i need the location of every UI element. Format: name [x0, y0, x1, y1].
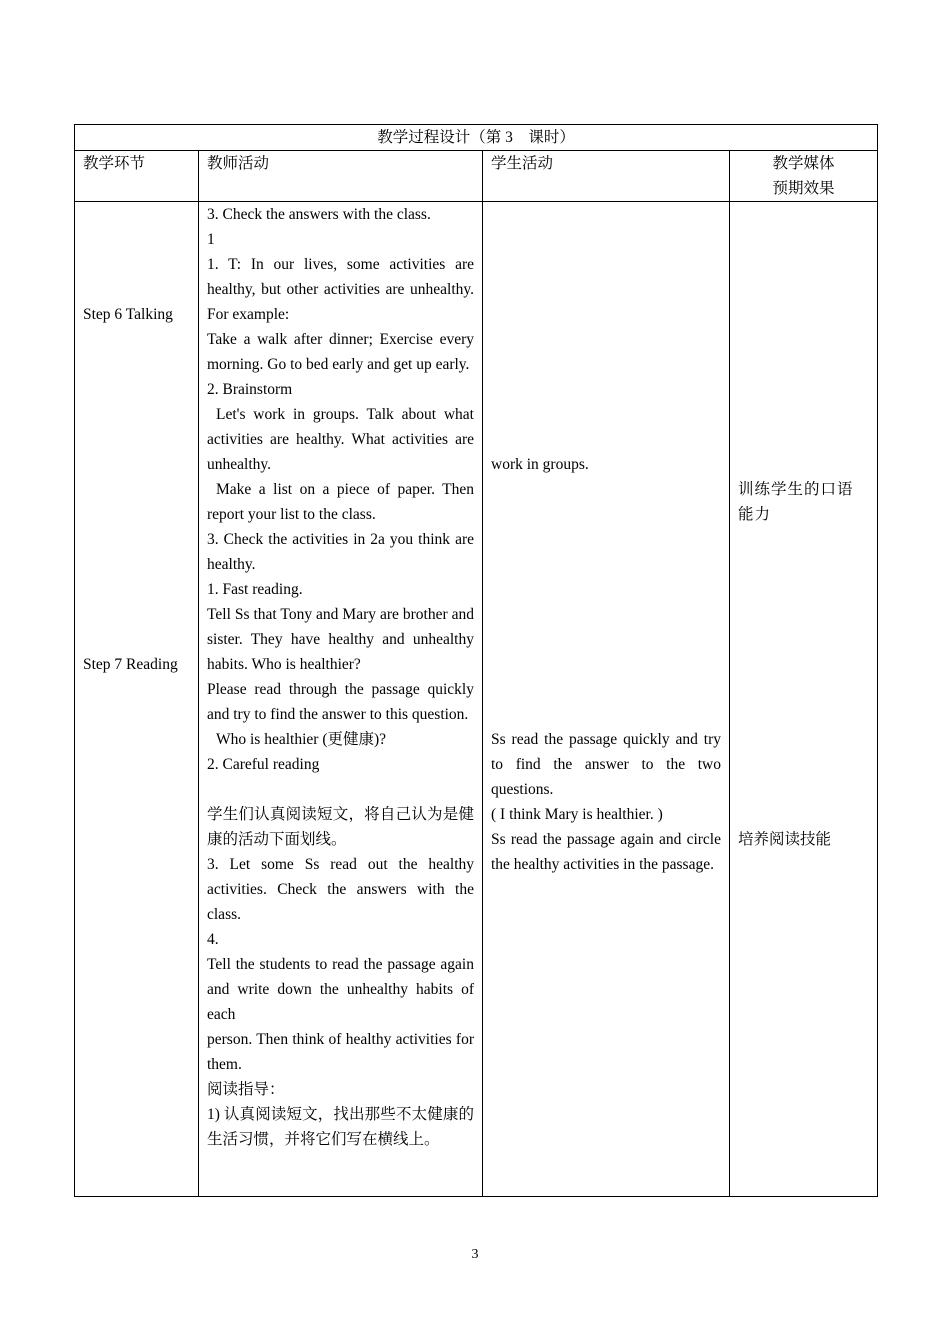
- teacher-activity-column: [199, 202, 483, 1197]
- teacher-text: 1) 认真阅读短文，找出那些不太健康的生活习惯，并将它们写在横线上。: [207, 1106, 474, 1148]
- header-stage: 教学环节: [75, 151, 199, 202]
- teacher-text: 3. Check the activities in 2a you think are healthy.: [207, 531, 474, 573]
- stage-reading: Step 7 Reading: [83, 656, 178, 673]
- teacher-text: Make a list on a piece of paper. Then report your list to the class.: [207, 481, 474, 523]
- header-media: 教学媒体: [772, 155, 835, 172]
- header-teacher-activity: 教师活动: [199, 151, 483, 202]
- student-text: Ss read the passage quickly and try to find the answer to the two questions.: [491, 731, 721, 798]
- stage-column: [75, 202, 199, 1197]
- teacher-text: person. Then think of healthy activities for them.: [207, 1031, 474, 1073]
- teacher-text: 3. Check the answers with the class.: [207, 206, 431, 223]
- teacher-text: Tell Ss that Tony and Mary are brother and sister. They have healthy and unhealthy habits. Who is healthier?: [207, 606, 474, 673]
- teacher-text: Tell the students to read the passage again and write down the unhealthy habits of each: [207, 956, 474, 1023]
- teacher-text: 1: [207, 231, 215, 248]
- header-media-effect: [730, 151, 878, 202]
- teacher-text: Take a walk after dinner; Exercise every morning. Go to bed early and get up early.: [207, 331, 474, 373]
- header-student-activity: 学生活动: [483, 151, 730, 202]
- header-effect: 预期效果: [772, 180, 835, 197]
- teacher-text: 2. Brainstorm: [207, 381, 293, 398]
- student-text: Ss read the passage again and circle the healthy activities in the passage.: [491, 831, 721, 873]
- teacher-text: Who is healthier (更健康)?: [216, 731, 387, 748]
- teacher-text: 2. Careful reading: [207, 756, 320, 773]
- table-title: 教学过程设计（第 3 课时）: [75, 125, 878, 151]
- teacher-text: 学生们认真阅读短文，将自己认为是健康的活动下面划线。: [207, 806, 474, 848]
- stage-talking: Step 6 Talking: [83, 306, 173, 323]
- teacher-text: 1. Fast reading.: [207, 581, 303, 598]
- lesson-plan-table: [74, 124, 878, 1197]
- teacher-text: 阅读指导：: [207, 1081, 285, 1098]
- teacher-text: Let's work in groups. Talk about what activities are healthy. What activities are unhealthy.: [207, 406, 474, 473]
- student-text: ( I think Mary is healthier. ): [491, 806, 663, 823]
- student-activity-column: [483, 202, 730, 1197]
- teacher-text: 1. T: In our lives, some activities are healthy, but other activities are unhealthy. For example:: [207, 256, 474, 323]
- teacher-text: 3. Let some Ss read out the healthy activities. Check the answers with the class.: [207, 856, 474, 923]
- student-text: work in groups.: [491, 456, 589, 473]
- teacher-text: 4.: [207, 931, 219, 948]
- effect-text: 培养阅读技能: [738, 831, 832, 848]
- expected-effect-column: [730, 202, 878, 1197]
- effect-text: 训练学生的口语能力: [738, 481, 854, 523]
- teacher-text: Please read through the passage quickly and try to find the answer to this question.: [207, 681, 474, 723]
- page-number: 3: [471, 1247, 479, 1262]
